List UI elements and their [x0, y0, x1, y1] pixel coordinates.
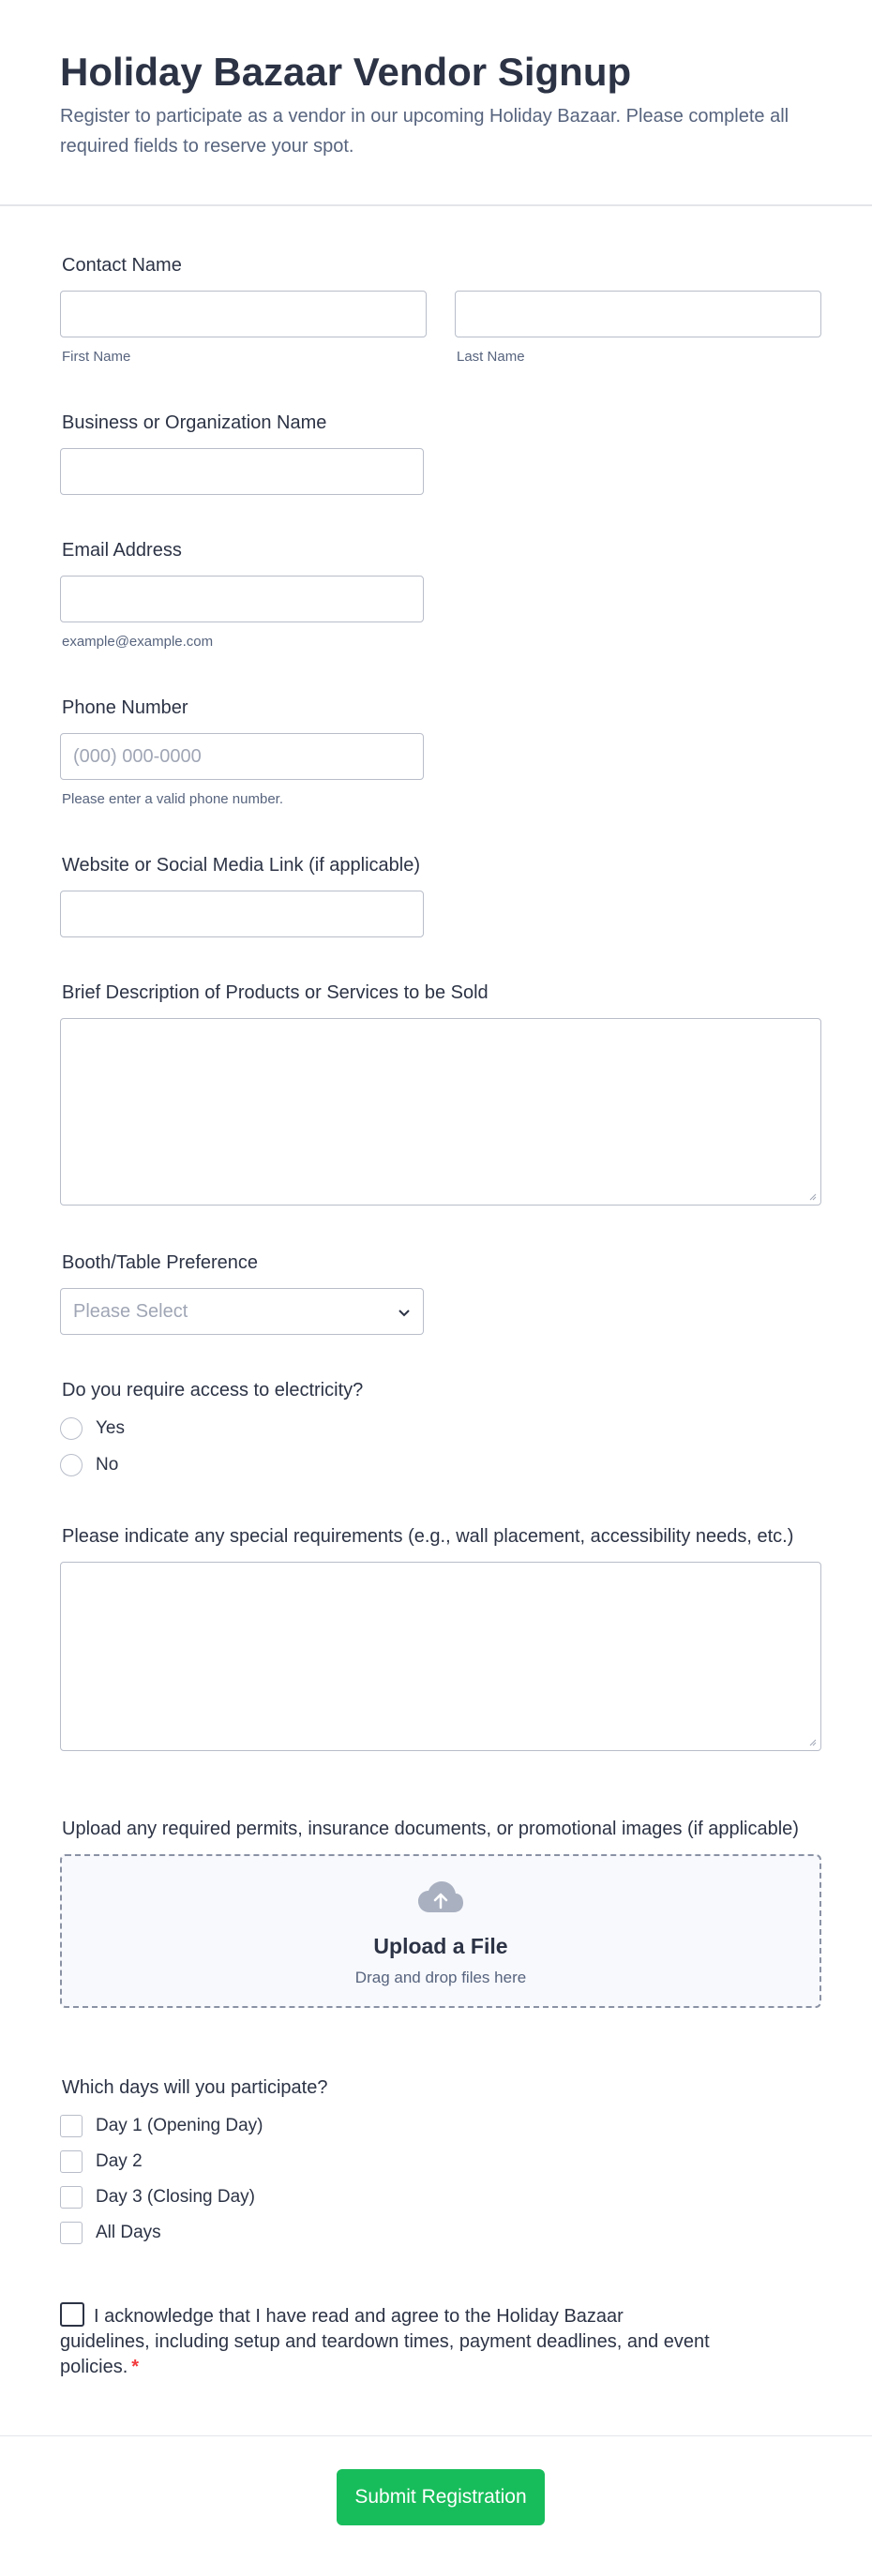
- description-field: [60, 981, 821, 1206]
- required-asterisk: *: [131, 2357, 140, 2377]
- option-label: No: [96, 1455, 119, 1475]
- electricity-field: [60, 1378, 623, 1490]
- special-requirements-textarea[interactable]: [60, 1562, 821, 1751]
- website-field: [60, 853, 424, 937]
- option-label: Day 1 (Opening Day): [96, 2116, 263, 2135]
- email-field: [60, 538, 424, 650]
- phone-label: Phone Number: [62, 697, 188, 718]
- form-header: [0, 0, 872, 206]
- first-name-sublabel: First Name: [62, 349, 131, 365]
- checkbox[interactable]: [60, 2150, 83, 2173]
- electricity-label: Do you require access to electricity?: [62, 1380, 364, 1400]
- phone-sublabel: Please enter a valid phone number.: [62, 791, 283, 807]
- option-label: Day 2: [96, 2151, 143, 2171]
- upload-title: Upload a File: [373, 1934, 508, 1958]
- email-label: Email Address: [62, 540, 182, 561]
- acknowledge-text: I acknowledge that I have read and agree to the Holiday Bazaar guidelines, including setup and teardown times, payment deadlines, and event policies.: [60, 2306, 710, 2377]
- phone-input[interactable]: (000) 000-0000: [60, 733, 424, 780]
- website-input[interactable]: [60, 891, 424, 937]
- booth-field: [60, 1251, 424, 1335]
- first-name-input[interactable]: [60, 291, 427, 337]
- description-textarea[interactable]: [60, 1018, 821, 1206]
- radio-button[interactable]: [60, 1454, 83, 1476]
- resize-grip-icon[interactable]: [807, 1737, 817, 1746]
- email-input[interactable]: [60, 576, 424, 622]
- day-option-all[interactable]: [60, 2222, 623, 2244]
- special-requirements-field: [60, 1524, 821, 1751]
- contact-name-field: [60, 253, 821, 365]
- booth-label: Booth/Table Preference: [62, 1252, 259, 1273]
- day-option-2[interactable]: [60, 2150, 623, 2173]
- acknowledge-field: [60, 2302, 716, 2380]
- form-footer: [0, 2435, 872, 2576]
- upload-dropzone[interactable]: [60, 1854, 821, 2008]
- option-label: Yes: [96, 1418, 125, 1438]
- option-label: All Days: [96, 2223, 161, 2242]
- checkbox[interactable]: [60, 2186, 83, 2209]
- days-field: [60, 2075, 623, 2257]
- last-name-sublabel: Last Name: [457, 349, 525, 365]
- form-subtitle: Register to participate as a vendor in our upcoming Holiday Bazaar. Please complete all required fields to reserve your spot.: [60, 106, 789, 157]
- last-name-input[interactable]: [455, 291, 821, 337]
- upload-field: [60, 1817, 821, 2008]
- business-name-label: Business or Organization Name: [62, 412, 327, 433]
- website-label: Website or Social Media Link (if applicable): [62, 855, 421, 876]
- option-label: Day 3 (Closing Day): [96, 2187, 255, 2207]
- description-label: Brief Description of Products or Services to be Sold: [62, 982, 489, 1003]
- special-requirements-label: Please indicate any special requirements (e.g., wall placement, accessibility needs, etc.): [62, 1526, 794, 1547]
- electricity-option-no[interactable]: [60, 1454, 623, 1476]
- resize-grip-icon[interactable]: [807, 1191, 817, 1201]
- upload-label: Upload any required permits, insurance documents, or promotional images (if applicable): [62, 1819, 799, 1839]
- business-name-field: [60, 411, 424, 495]
- checkbox[interactable]: [60, 2222, 83, 2244]
- phone-field: [60, 696, 424, 807]
- cloud-upload-icon: [416, 1880, 465, 1916]
- business-name-input[interactable]: [60, 448, 424, 495]
- day-option-1[interactable]: [60, 2115, 623, 2137]
- booth-select-value: Please Select: [73, 1301, 188, 1322]
- upload-hint: Drag and drop files here: [354, 1969, 527, 1986]
- day-option-3[interactable]: [60, 2186, 623, 2209]
- email-sublabel: example@example.com: [62, 634, 214, 650]
- chevron-down-icon: [397, 1305, 412, 1320]
- radio-button[interactable]: [60, 1417, 83, 1440]
- acknowledge-checkbox[interactable]: [60, 2302, 84, 2327]
- days-label: Which days will you participate?: [62, 2077, 328, 2098]
- checkbox[interactable]: [60, 2115, 83, 2137]
- submit-button[interactable]: Submit Registration: [337, 2469, 545, 2525]
- electricity-option-yes[interactable]: [60, 1417, 623, 1440]
- contact-name-label: Contact Name: [62, 255, 182, 276]
- form-title: Holiday Bazaar Vendor Signup: [60, 50, 632, 94]
- booth-select[interactable]: [60, 1288, 424, 1335]
